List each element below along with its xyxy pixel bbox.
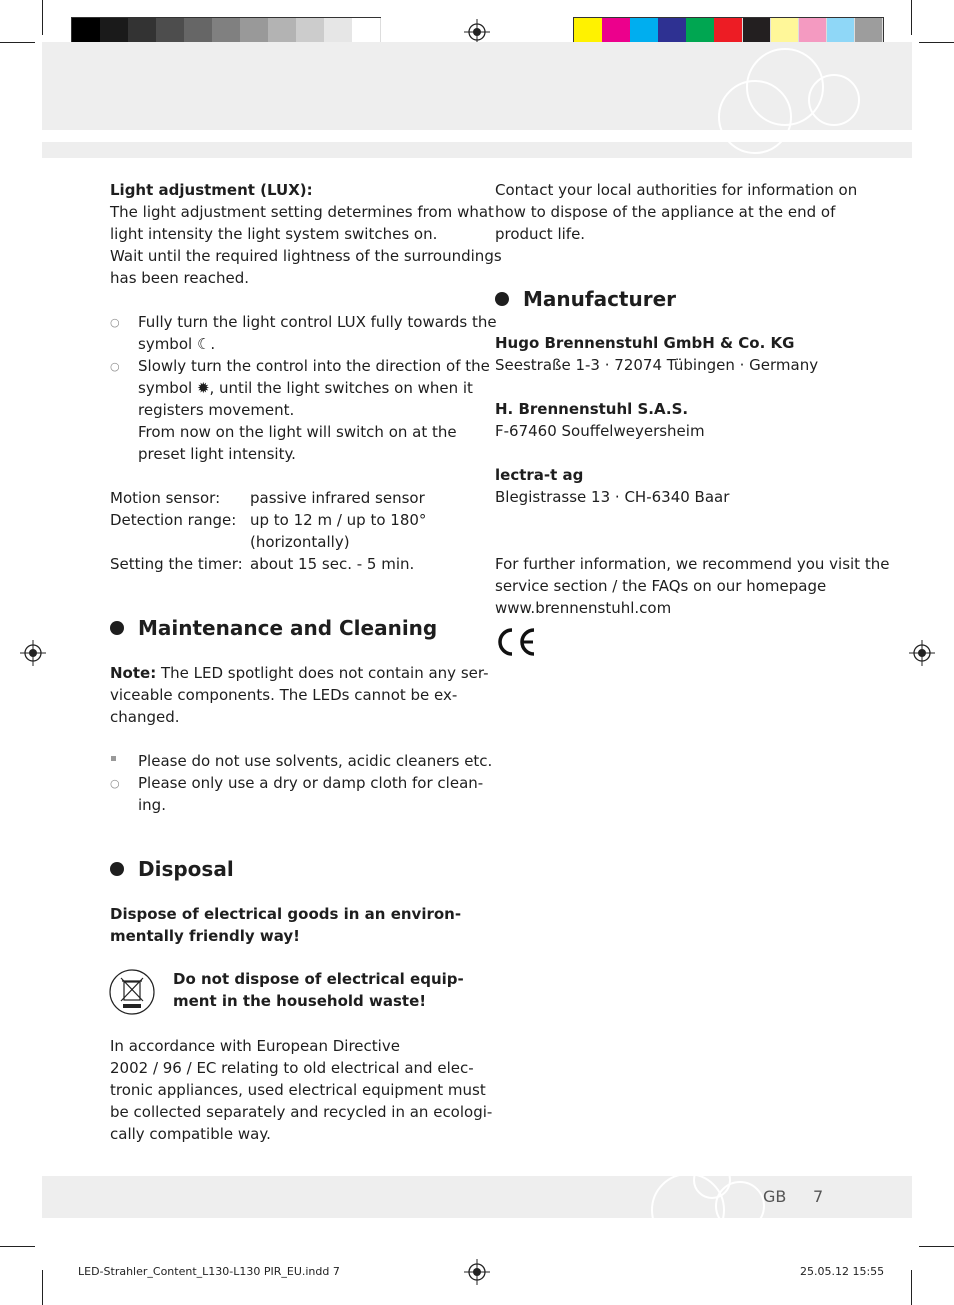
step-line: symbol ☾. (138, 335, 216, 353)
directive-line: tronic appliances, used electrical equipment must (110, 1081, 486, 1099)
paragraph-line: Wait until the required lightness of the surroundings (110, 247, 502, 265)
step-line: preset light intensity. (138, 445, 296, 463)
maintenance-item: ing. (138, 796, 166, 814)
circles-decoration (630, 1166, 780, 1218)
note-line: viceable components. The LEDs cannot be ex- (110, 686, 458, 704)
directive-line: cally compatible way. (110, 1125, 271, 1143)
crop-mark (0, 42, 35, 43)
spec-value: passive infrared sensor (250, 489, 425, 507)
circle-bullet-icon: ○ (110, 360, 120, 373)
directive-line: In accordance with European Directive (110, 1037, 400, 1055)
paragraph-line: has been reached. (110, 269, 250, 287)
spec-label: Detection range: (110, 511, 237, 529)
weee-warning-line: ment in the household waste! (173, 992, 427, 1010)
company-name: lectra-t ag (495, 466, 584, 484)
language-code: GB (763, 1187, 787, 1206)
paragraph-line: light intensity the light system switches on. (110, 225, 438, 243)
heading-bullet-icon (110, 862, 124, 876)
heading-bullet-icon (495, 292, 509, 306)
step-line: From now on the light will switch on at the (138, 423, 457, 441)
page-number: 7 (813, 1187, 824, 1206)
spec-value: up to 12 m / up to 180° (250, 511, 427, 529)
contact-line: how to dispose of the appliance at the end of (495, 203, 836, 221)
ce-mark-icon (494, 626, 538, 658)
crossed-bin-icon (108, 968, 156, 1016)
further-info-line: For further information, we recommend you visit the (495, 555, 890, 573)
company-address: F-67460 Souffelweyersheim (495, 422, 705, 440)
spec-label: Motion sensor: (110, 489, 221, 507)
spec-value: about 15 sec. - 5 min. (250, 555, 415, 573)
weee-warning-line: Do not dispose of electrical equip- (173, 970, 464, 988)
disposal-bold-line: mentally friendly way! (110, 927, 300, 945)
contact-line: product life. (495, 225, 586, 243)
company-address: Blegistrasse 13 · CH-6340 Baar (495, 488, 730, 506)
step-line: Slowly turn the control into the direction of the (138, 357, 490, 375)
step-line: Fully turn the light control LUX fully towards the (138, 313, 497, 331)
manufacturer-heading: Manufacturer (523, 287, 677, 311)
registration-mark-icon (909, 640, 935, 666)
directive-line: be collected separately and recycled in an ecologi- (110, 1103, 493, 1121)
spec-label: Setting the timer: (110, 555, 243, 573)
crop-mark (919, 42, 954, 43)
file-info: LED-Strahler_Content_L130-L130 PIR_EU.indd 7 (78, 1265, 340, 1278)
registration-mark-icon (464, 1259, 490, 1285)
homepage-link[interactable]: www.brennenstuhl.com (495, 599, 672, 617)
circle-bullet-icon: ○ (110, 316, 120, 329)
circles-decoration (700, 42, 912, 158)
crop-mark (42, 1270, 43, 1305)
disposal-heading: Disposal (138, 857, 234, 881)
directive-line: 2002 / 96 / EC relating to old electrical and elec- (110, 1059, 474, 1077)
crop-mark (911, 0, 912, 35)
maintenance-item: Please only use a dry or damp cloth for clean- (138, 774, 484, 792)
further-info-line: service section / the FAQs on our homepage (495, 577, 827, 595)
heading-bullet-icon (110, 621, 124, 635)
company-address: Seestraße 1-3 · 72074 Tübingen · Germany (495, 356, 819, 374)
note-text: The LED spotlight does not contain any ser- (156, 664, 489, 682)
disposal-bold-line: Dispose of electrical goods in an environ- (110, 905, 462, 923)
contact-line: Contact your local authorities for information on (495, 181, 858, 199)
crop-mark (919, 1246, 954, 1247)
crop-mark (42, 0, 43, 35)
maintenance-item: Please do not use solvents, acidic cleaners etc. (138, 752, 493, 770)
circle-bullet-icon: ○ (110, 777, 120, 790)
paragraph-line: The light adjustment setting determines from what (110, 203, 494, 221)
company-name: Hugo Brennenstuhl GmbH & Co. KG (495, 334, 795, 352)
crop-mark (0, 1246, 35, 1247)
print-date: 25.05.12 15:55 (800, 1265, 885, 1278)
spec-value: (horizontally) (250, 533, 350, 551)
maintenance-heading: Maintenance and Cleaning (138, 616, 438, 640)
light-adjustment-title: Light adjustment (LUX): (110, 181, 313, 199)
registration-mark-icon (20, 640, 46, 666)
crop-mark (911, 1270, 912, 1305)
note-line: changed. (110, 708, 180, 726)
company-name: H. Brennenstuhl S.A.S. (495, 400, 689, 418)
step-line: symbol ✹, until the light switches on when it (138, 379, 473, 397)
note-label: Note: (110, 664, 157, 682)
step-line: registers movement. (138, 401, 295, 419)
note-line (110, 662, 489, 684)
square-bullet-icon (111, 756, 116, 761)
